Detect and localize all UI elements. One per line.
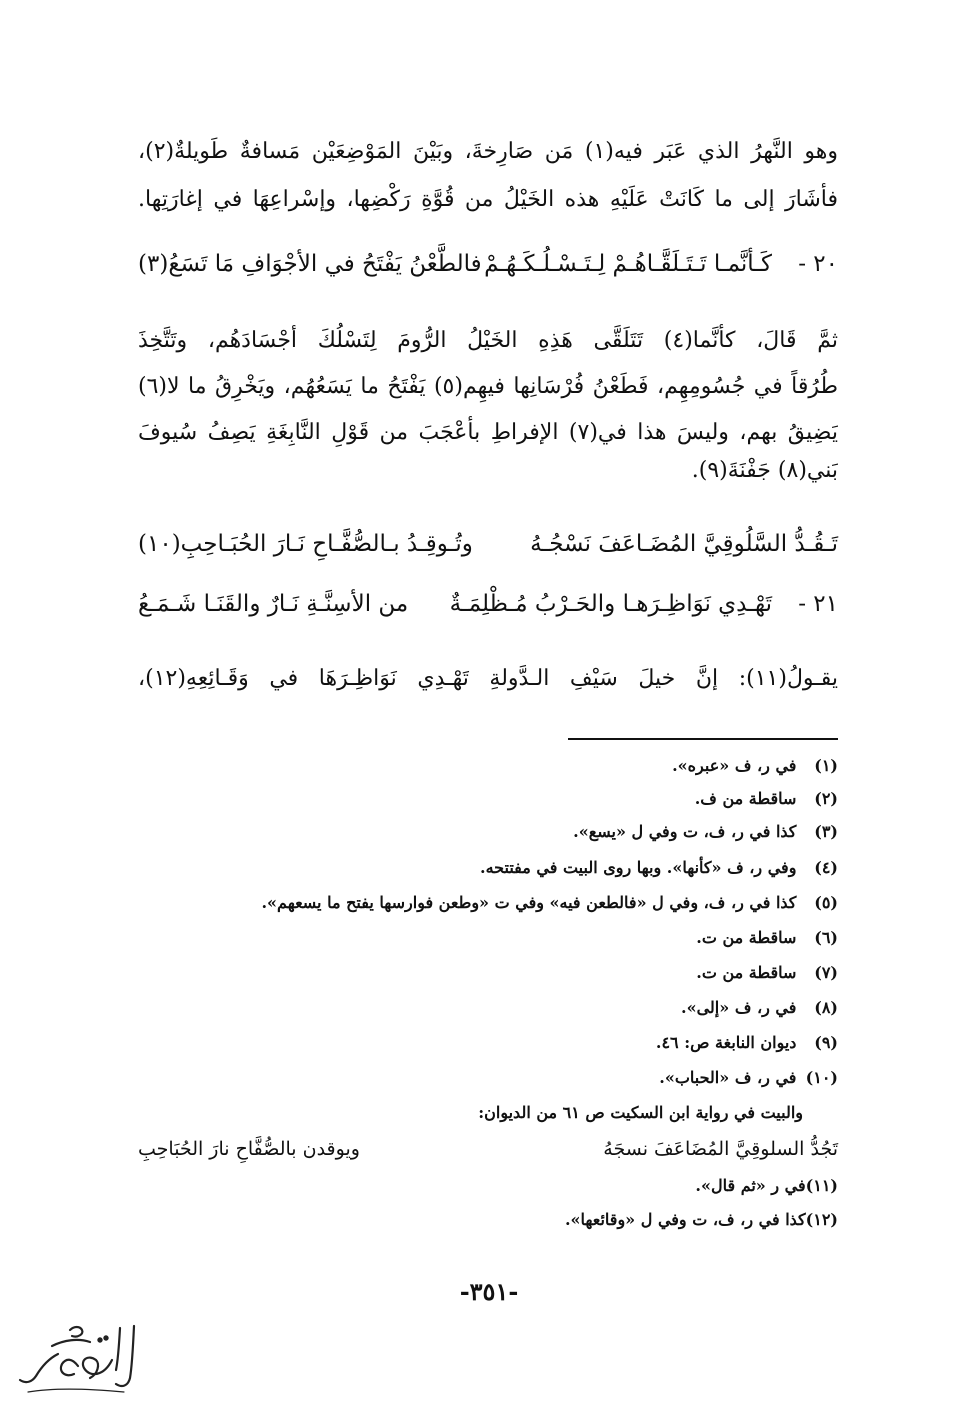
body-line: يقـولُ(١١): إنَّ خيلَ سَيْفِ الـدَّولةِ تَهْـدِي نَوَاظِـرَهَا في وَقَـائِعِهِ(١٢)، (138, 666, 838, 691)
body-line: ثمَّ قَالَ، كأنَّما(٤) تَتَلَقَّى هَذِهِ الخَيْلُ الرُّومَ لِتَسْلُكَ أجْسَادَهُم، وتَتَّخِذَ (138, 328, 838, 353)
footnote-text: في ر «ثم قال». (695, 1176, 806, 1195)
footnote-text: في ر، ف «عبره». (672, 756, 797, 775)
footnote (138, 925, 838, 951)
footnote (138, 1207, 838, 1233)
footnote-number: (٩) (814, 1033, 838, 1052)
footnote-text: كذا في ر، ف، ت وفي ل «يسع». (573, 822, 797, 841)
footnote (138, 819, 838, 845)
footnote-text: ساقطة من ت. (696, 928, 797, 947)
verse-number: ٢٠ - (798, 251, 838, 277)
footnote (138, 890, 838, 916)
footnote (138, 1173, 838, 1199)
body-line: يَضِيقُ بهم، وليسَ هذا في(٧) الإفراطِ بأعْجَبَ من قَوْلِ النَّابِغَةِ يَصِفُ سُيوفَ (138, 420, 838, 445)
footnote-text: كذا في ر، ف، وفي ل «فالطعن فيه» وفي ت «وطعن فوارسها يفتح ما يسعهم». (261, 893, 797, 912)
footnote (138, 855, 838, 881)
verse-hemistich-first: تَهْـدِي نَوَاظِـرَهـا والحَـرْبُ مُـظْلِمَـةٌ (449, 591, 772, 617)
footnote-number: (٣) (814, 822, 838, 841)
footnote-number: (١٢) (805, 1210, 838, 1229)
verse-hemistich-second: وتُـوقِـدُ بـالصُّفَّـاحِ نَـارَ الحُبَـاحِبِ(١٠) (138, 531, 473, 557)
footnote (138, 1065, 838, 1091)
footnote-number: (١) (814, 756, 838, 775)
footnote-text: في ر، ف «الحباب». (659, 1068, 797, 1087)
footnote (138, 1030, 838, 1056)
footnote (138, 960, 838, 986)
body-line: طُرُقاً في جُسُومِهِم، فَطَعْنُ فُرْسَانِها فيهِم(٥) يَفْتَحُ ما يَسَعُهُم، ويَخْرِقُ ما لا(٦) (138, 374, 838, 399)
verse-hemistich-first: تَـقُـدُّ السَّلُوقِيَّ المُضَـاعَفَ نَسْجُـهُ (530, 531, 838, 557)
footnote-number: (١٠) (805, 1068, 838, 1087)
footnote (138, 753, 838, 779)
verse-21 (138, 584, 838, 624)
footnote-text: كذا في ر، ف، ت وفي ل «وقائعها». (564, 1210, 806, 1229)
quoted-verse (138, 524, 838, 564)
library-stamp-logo (12, 1318, 147, 1403)
body-line: بَني(٨) جَفْنَةَ(٩). (691, 458, 838, 483)
verse-hemistich-first: تَجُدُّ السلوقِيَّ المُضَاعَفَ نسجَهُ (603, 1138, 838, 1160)
footnote-number: (٤) (814, 858, 838, 877)
footnote (138, 786, 838, 812)
footnote-text: ساقطة من ف. (694, 789, 797, 808)
footnote-number: (٨) (814, 998, 838, 1017)
verse-hemistich-first: كَـأنَّمـا تَـتَـلَقَّـاهُـمْ لِـتَـسْـلُـكَـهُـمْ (484, 251, 772, 277)
footnote-text: ديوان النابغة ص: ٤٦. (655, 1033, 797, 1052)
body-line: وهو النَّهرُ الذي عَبَر فيه(١) مَن صَارِخةَ، وبَيْنَ المَوْضِعَيْن مَسافةٌ طَويلةٌ(٢)، (138, 139, 838, 164)
verse-hemistich-second: ويوقدن بالصُّفَّاحِ نارَ الحُبَاحِبِ (138, 1138, 360, 1160)
verse-hemistich-second: من الأسِنَّـةِ نَـارٌ والقَنَـا شَـمَـعُ (138, 591, 409, 617)
footnote-number: (٥) (814, 893, 838, 912)
footnote-text: وفي ر، ف «كأنها». وبها روى البيت في مفتتحه. (480, 858, 797, 877)
footnote-note: والبيت في رواية ابن السكيت ص ٦١ من الديوان: (478, 1103, 803, 1122)
footnote-separator (568, 738, 838, 740)
footnote (138, 995, 838, 1021)
footnote-text: في ر، ف «إلى». (681, 998, 797, 1017)
body-line: فأشَارَ إلى ما كَانَتْ عَلَيْهِ هذه الخَيْلُ من قُوَّةِ رَكْضِها، وإسْراعِهَا في إغارَتِها. (138, 187, 838, 212)
verse-20 (138, 244, 838, 284)
footnote-verse (138, 1132, 838, 1166)
page-number: -٣٥١- (459, 1277, 519, 1306)
footnote-number: (٧) (814, 963, 838, 982)
verse-hemistich-second: فالطَّعْنُ يَفْتَحُ في الأجْوَافِ مَا تَسَعُ(٣) (138, 251, 482, 277)
footnote-number: (٦) (814, 928, 838, 947)
verse-number: ٢١ - (798, 591, 838, 617)
footnote-number: (٢) (814, 789, 838, 808)
footnote-number: (١١) (805, 1176, 838, 1195)
footnote-text: ساقطة من ت. (696, 963, 797, 982)
